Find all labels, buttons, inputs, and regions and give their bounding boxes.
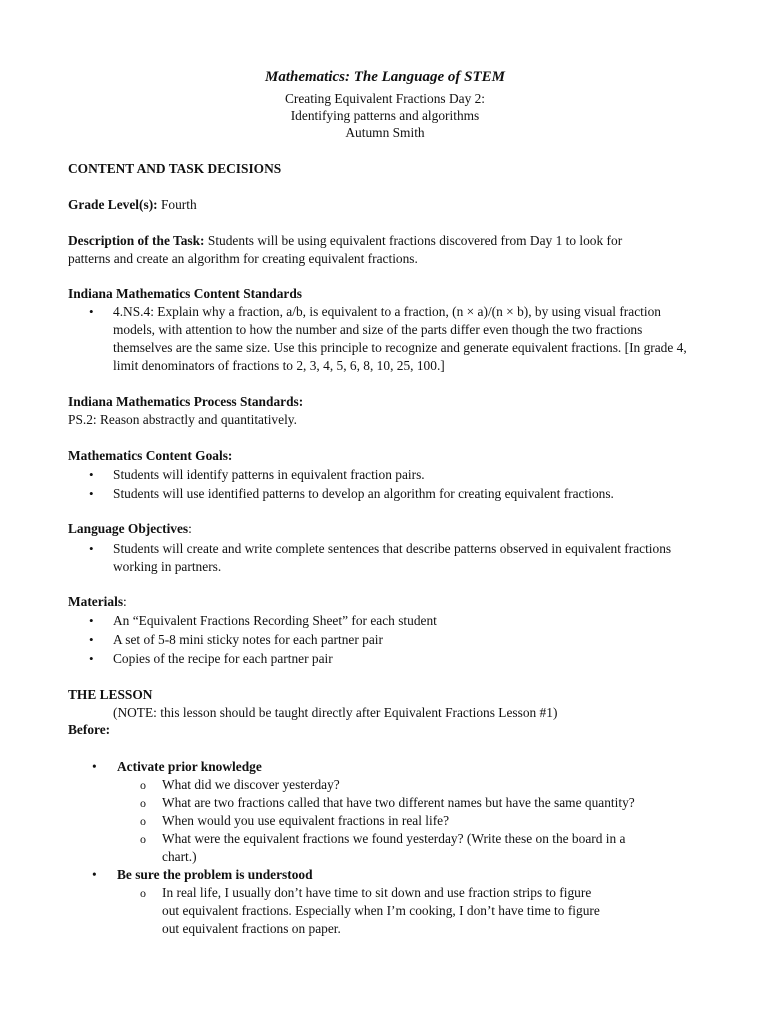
materials-colon: : xyxy=(123,594,127,609)
list-item: • Copies of the recipe for each partner pair xyxy=(68,650,708,668)
problem-understood-heading: Be sure the problem is understood xyxy=(117,867,313,882)
bullet-glyph: • xyxy=(92,867,97,882)
list-item: o What are two fractions called that have two different names but have the same quantity? xyxy=(68,794,708,812)
list-item: • 4.NS.4: Explain why a fraction, a/b, is equivalent to a fraction, (n × a)/(n × b), by using visual fraction models, with attention to how the number and size of the parts differ even though the two fractions themselves are the same size. Use this principle to recognize and generate equivalent fractions. [In grade 4, limit denominators of fractions to 2, 3, 4, 5, 6, 8, 10, 25, 100.] xyxy=(68,303,708,375)
content-standards-list xyxy=(68,303,708,376)
language-objectives-list xyxy=(68,540,708,577)
list-item: o What did we discover yesterday? xyxy=(68,776,708,794)
content-goals-list xyxy=(68,466,708,504)
list-item: • An “Equivalent Fractions Recording Sheet” for each student xyxy=(68,612,708,630)
lesson-heading: THE LESSON xyxy=(68,687,153,702)
process-standards-heading: Indiana Mathematics Process Standards: xyxy=(68,394,304,409)
grade-label: Grade Level(s): xyxy=(68,197,158,212)
activate-knowledge-list xyxy=(68,776,708,866)
document-author: Autumn Smith xyxy=(345,125,425,140)
task-description xyxy=(68,232,708,268)
list-item: o When would you use equivalent fractions in real life? xyxy=(68,812,708,830)
language-objectives-heading xyxy=(68,520,708,538)
bullet-glyph: • xyxy=(92,759,97,774)
language-objectives-label: Language Objectives xyxy=(68,521,189,536)
lesson-note: (NOTE: this lesson should be taught directly after Equivalent Fractions Lesson #1) xyxy=(113,705,558,720)
description-line-1: Students will be using equivalent fractions discovered from Day 1 to look for xyxy=(204,233,623,248)
materials-label: Materials xyxy=(68,594,124,609)
content-goals-heading: Mathematics Content Goals: xyxy=(68,448,233,463)
content-standards-heading: Indiana Mathematics Content Standards xyxy=(68,286,302,301)
grade-level xyxy=(68,196,708,214)
description-label: Description of the Task: xyxy=(68,233,205,248)
list-item: o What were the equivalent fractions we found yesterday? (Write these on the board in a chart.) xyxy=(68,830,708,866)
list-item: • Students will use identified patterns to develop an algorithm for creating equivalent fractions. xyxy=(68,485,708,503)
list-item: o In real life, I usually don’t have time to sit down and use fraction strips to figure out equivalent fractions. Especially when I’m cooking, I don’t have time to figure out equivalent fractions on paper. xyxy=(68,884,708,938)
materials-list xyxy=(68,612,708,669)
activate-knowledge-heading: Activate prior knowledge xyxy=(117,759,262,774)
document-subtitle-1: Creating Equivalent Fractions Day 2: xyxy=(284,91,486,106)
document-subtitle-2: Identifying patterns and algorithms xyxy=(290,108,480,123)
list-item: • A set of 5-8 mini sticky notes for each partner pair xyxy=(68,631,708,649)
content-heading: CONTENT AND TASK DECISIONS xyxy=(68,161,282,176)
problem-understood-list xyxy=(68,884,708,938)
list-item: • Students will identify patterns in equivalent fraction pairs. xyxy=(68,466,708,484)
process-standards-text: PS.2: Reason abstractly and quantitatively. xyxy=(68,412,297,427)
language-objectives-colon: : xyxy=(188,521,192,536)
list-item: • Students will create and write complete sentences that describe patterns observed in equivalent fractions working in partners. xyxy=(68,540,708,576)
before-heading: Before: xyxy=(68,722,111,737)
description-line-2: patterns and create an algorithm for creating equivalent fractions. xyxy=(68,251,418,266)
materials-heading xyxy=(68,593,708,611)
grade-value: Fourth xyxy=(157,197,197,212)
document-title: Mathematics: The Language of STEM xyxy=(264,69,505,85)
